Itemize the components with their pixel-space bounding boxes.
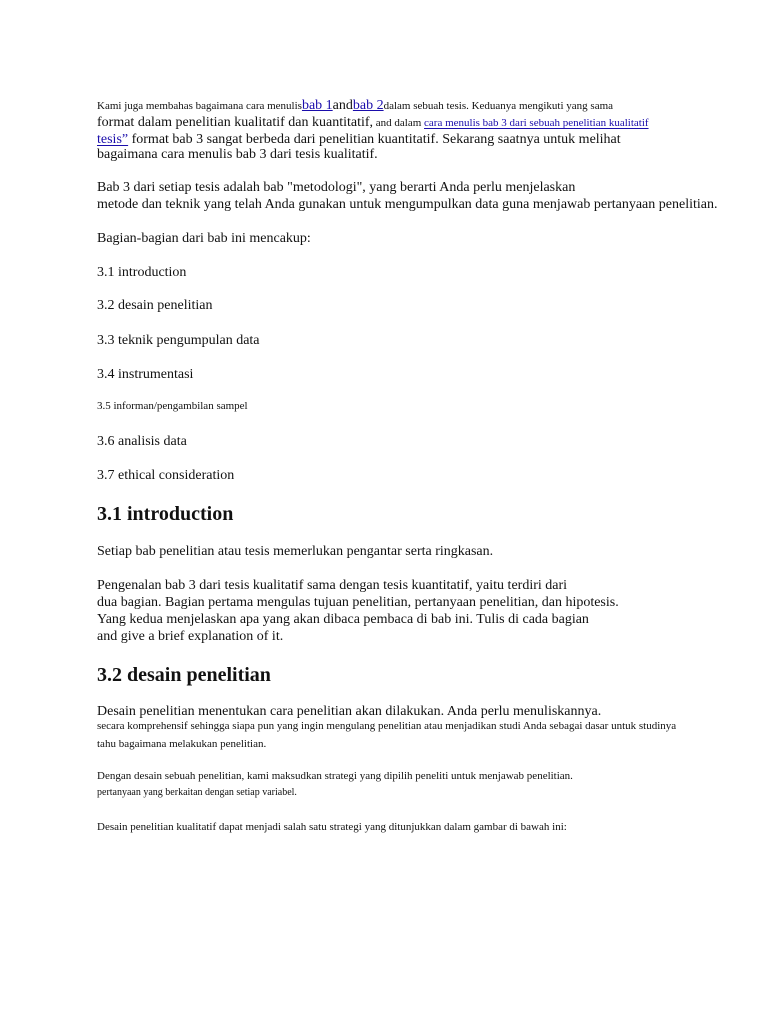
intro-line-4: bagaimana cara menulis bab 3 dari tesis kualitatif.	[97, 147, 378, 162]
sec31-p2-line-4: and give a brief explanation of it.	[97, 629, 284, 644]
toc-item: 3.6 analisis data	[97, 434, 187, 449]
sec32-p1-line-3: tahu bagaimana melakukan penelitian.	[97, 738, 267, 750]
intro-line-3	[97, 131, 621, 147]
toc-item: 3.1 introduction	[97, 265, 187, 280]
para2-line-2: metode dan teknik yang telah Anda gunakan untuk mengumpulkan data guna menjawab pertanyaan penelitian.	[97, 197, 718, 212]
intro-text-5: format bab 3 sangat berbeda dari penelitian kuantitatif. Sekarang saatnya untuk melihat	[128, 132, 621, 147]
intro-text-dalam: dalam	[383, 100, 414, 112]
sec32-p2-line-2: pertanyaan yang berkaitan dengan setiap variabel.	[97, 787, 297, 798]
toc-item: 3.5 informan/pengambilan sampel	[97, 400, 248, 412]
toc-item: 3.7 ethical consideration	[97, 468, 235, 483]
sec32-p2-line-1: Dengan desain sebuah penelitian, kami maksudkan strategi yang dipilih peneliti untuk menjawab penelitian.	[97, 770, 573, 782]
section-heading-3-2: 3.2 desain penelitian	[97, 664, 271, 686]
toc-item: 3.2 desain penelitian	[97, 298, 213, 313]
list-intro: Bagian-bagian dari bab ini mencakup:	[97, 231, 311, 246]
link-bab-1[interactable]: bab 1	[301, 98, 333, 113]
section-heading-3-1: 3.1 introduction	[97, 503, 234, 525]
para2-line-1: Bab 3 dari setiap tesis adalah bab "metodologi", yang berarti Anda perlu menjelaskan	[97, 180, 576, 195]
toc-item: 3.3 teknik pengumpulan data	[97, 333, 260, 348]
sec31-paragraph-1: Setiap bab penelitian atau tesis memerlukan pengantar serta ringkasan.	[97, 544, 494, 559]
link-tesis[interactable]: tesis”	[97, 132, 129, 147]
intro-text-3: format dalam penelitian kualitatif dan kuantitatif,	[97, 115, 374, 130]
intro-line-2	[97, 114, 649, 130]
intro-and: and	[332, 98, 353, 113]
sec31-p2-line-2: dua bagian. Bagian pertama mengulas tujuan penelitian, pertanyaan penelitian, dan hipotesis.	[97, 595, 619, 610]
intro-line-1	[97, 97, 613, 113]
sec31-p2-line-3: Yang kedua menjelaskan apa yang akan dibaca pembaca di bab ini. Tulis di cada bagian	[97, 612, 589, 627]
sec32-p1-line-1: Desain penelitian menentukan cara penelitian akan dilakukan. Anda perlu menuliskannya.	[97, 704, 602, 719]
sec31-p2-line-1: Pengenalan bab 3 dari tesis kualitatif sama dengan tesis kuantitatif, yaitu terdiri dari	[97, 578, 568, 593]
sec32-paragraph-3: Desain penelitian kualitatif dapat menjadi salah satu strategi yang ditunjukkan dalam gambar di bawah ini:	[97, 821, 567, 833]
link-bab-2[interactable]: bab 2	[352, 98, 384, 113]
intro-text-2: sebuah tesis. Keduanya mengikuti yang sama	[413, 100, 614, 112]
sec32-p1-line-2: secara komprehensif sehingga siapa pun yang ingin mengulang penelitian atau menjadikan studi Anda sebagai dasar untuk studinya	[97, 720, 677, 732]
link-cara-menulis-bab-3[interactable]: cara menulis bab 3 dari sebuah penelitian kualitatif	[424, 117, 649, 129]
toc-item: 3.4 instrumentasi	[97, 367, 194, 382]
intro-text-4: and dalam	[373, 117, 425, 129]
intro-text: Kami juga membahas bagaimana cara menulis	[97, 100, 302, 112]
